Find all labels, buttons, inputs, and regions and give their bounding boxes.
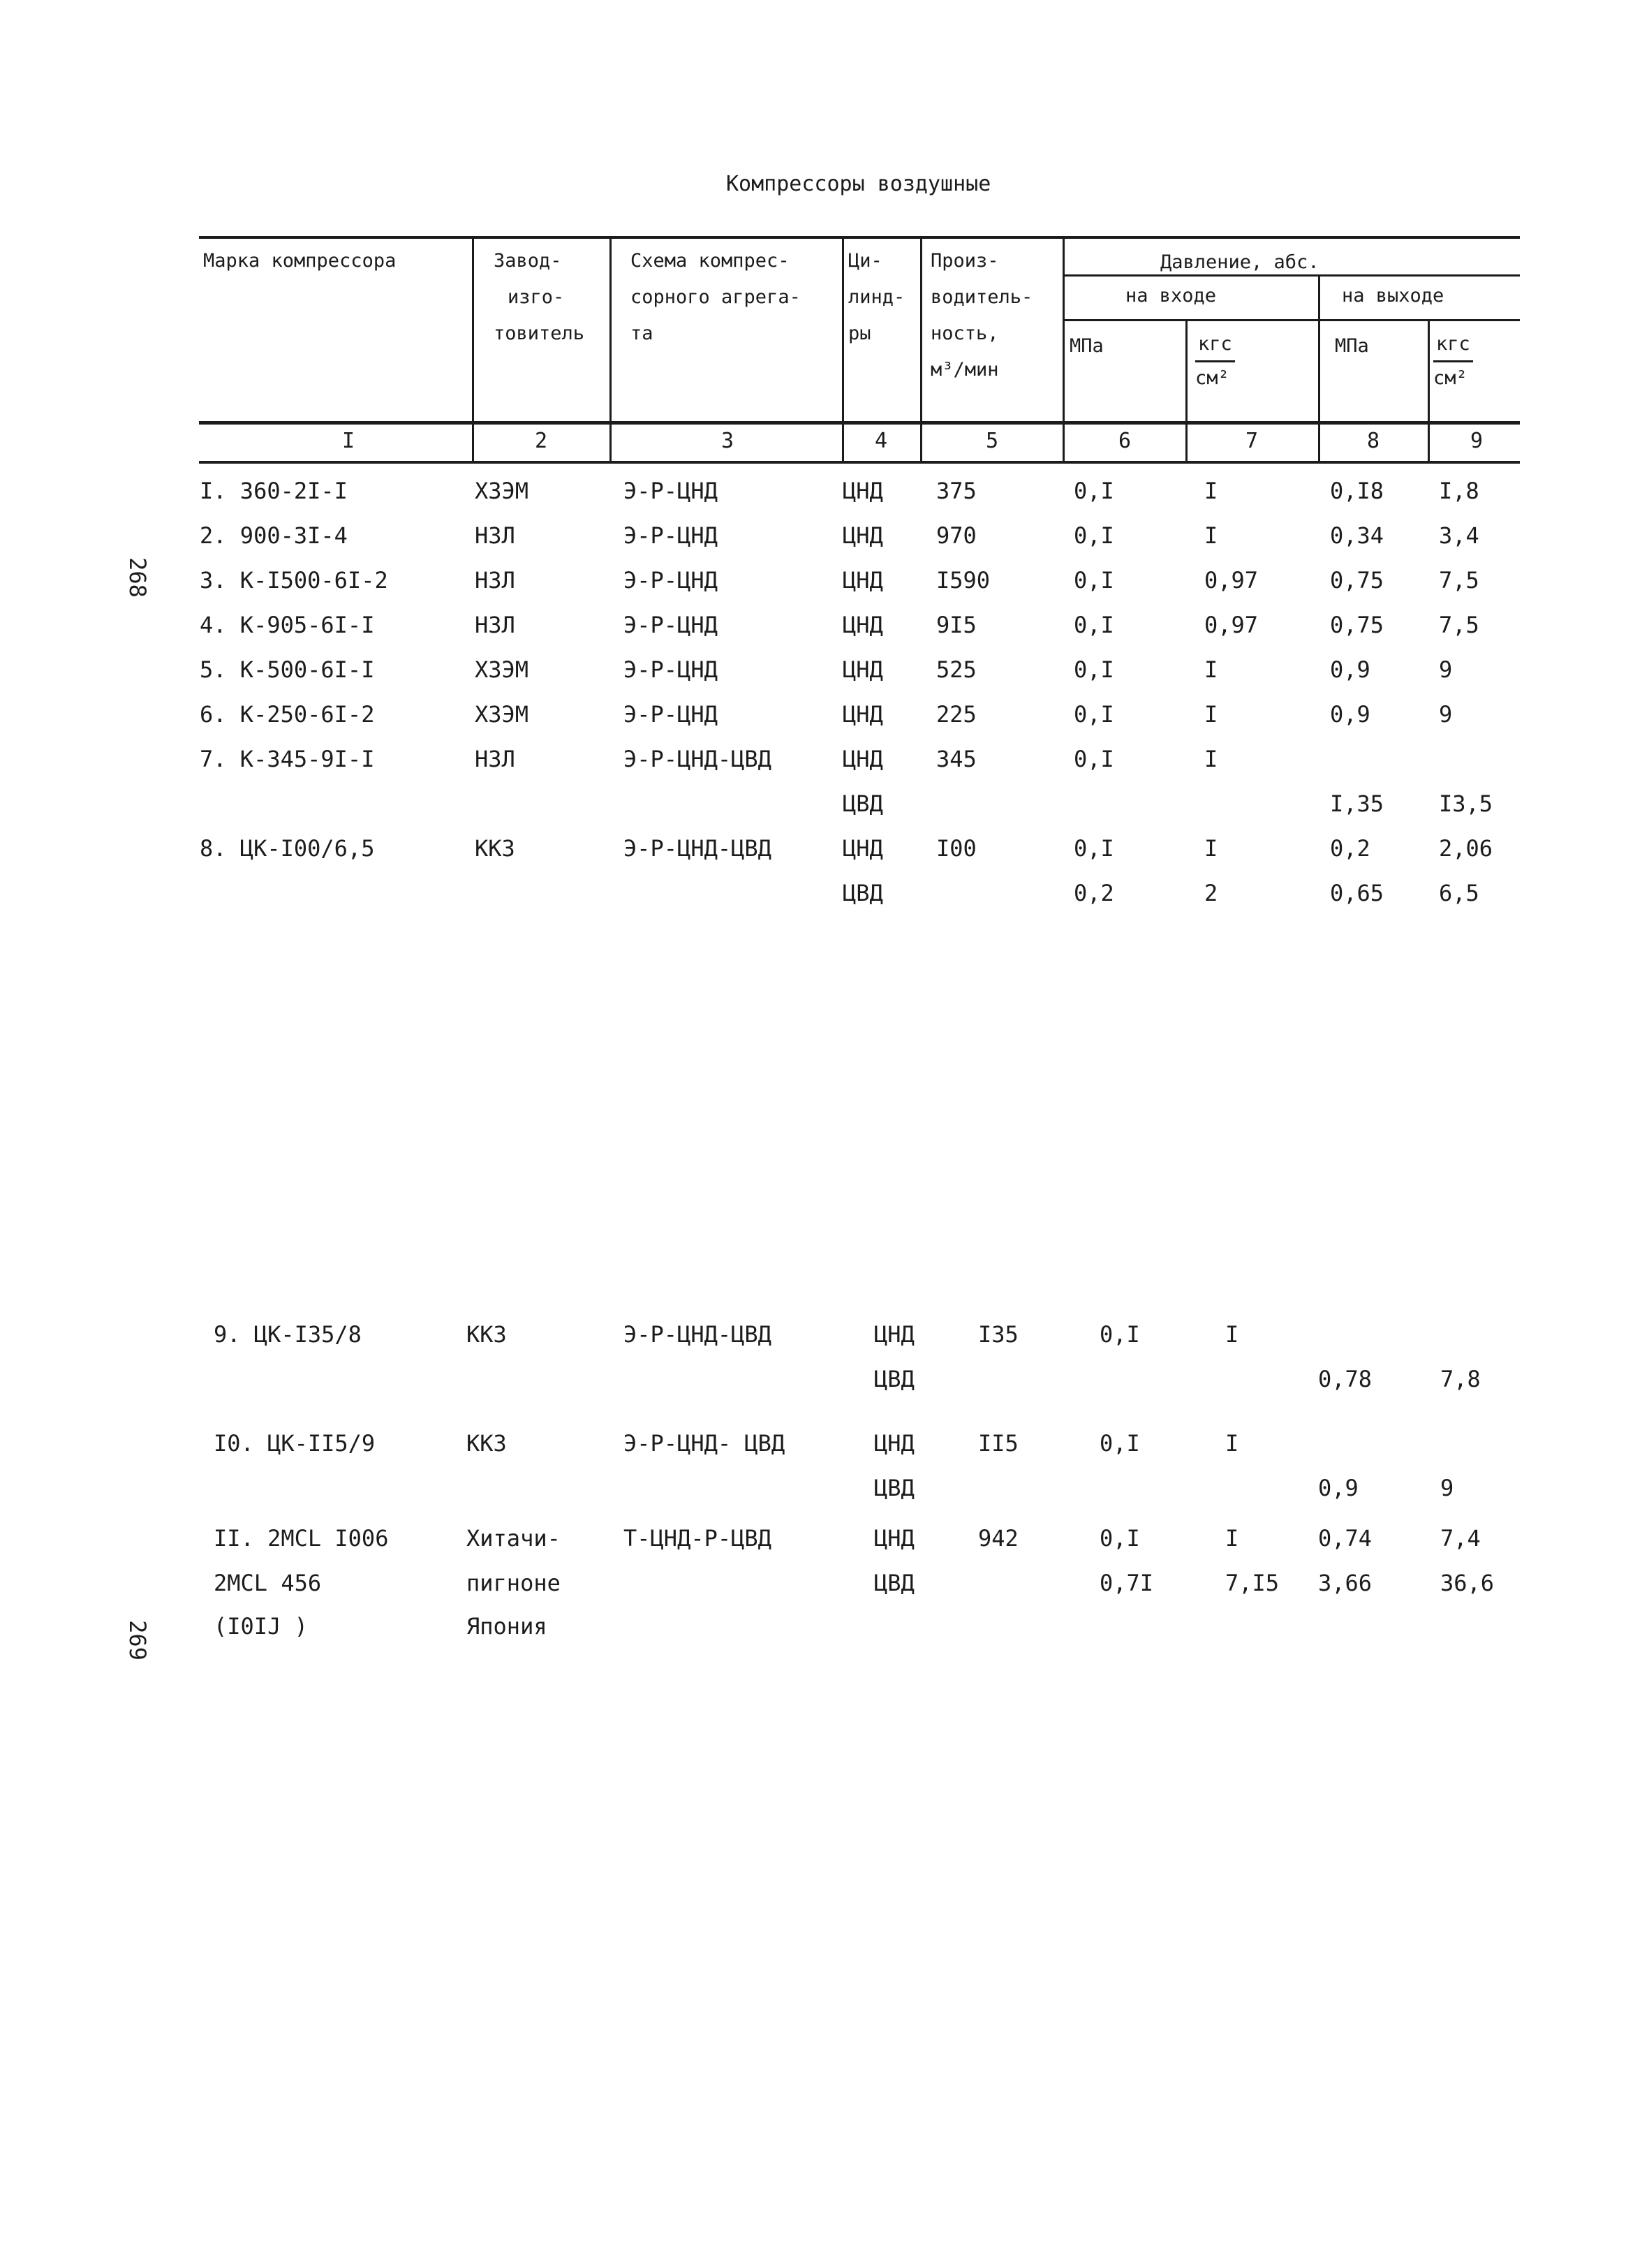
- table-cell: Э-Р-ЦНД: [623, 522, 718, 549]
- table-cell: Э-Р-ЦНД- ЦВД: [623, 1430, 785, 1457]
- table-cell: 2,06: [1439, 835, 1493, 862]
- table-cell: 3. К-I500-6I-2: [200, 567, 388, 594]
- page-number-upper: 268: [124, 557, 151, 598]
- table-cell: 4. К-905-6I-I: [200, 612, 375, 638]
- header-outlet-kgs: кгс см²: [1433, 328, 1473, 395]
- table-cell: 0,I: [1100, 1321, 1140, 1348]
- table-cell: ЦНД: [843, 746, 883, 772]
- table-cell: I,35: [1330, 790, 1384, 817]
- table-cell: 0,2: [1330, 835, 1370, 862]
- table-cell: ЦНД: [874, 1321, 915, 1348]
- table-cell: 36,6: [1440, 1570, 1495, 1596]
- table-cell: 0,I: [1074, 656, 1114, 683]
- table-cell: 7,4: [1440, 1525, 1481, 1552]
- table-cell: Т-ЦНД-Р-ЦВД: [623, 1525, 771, 1552]
- column-number: 5: [986, 429, 999, 453]
- table-cell: 0,I: [1074, 701, 1114, 728]
- table-cell: 9. ЦК-I35/8: [214, 1321, 362, 1348]
- table-cell: 0,9: [1330, 701, 1370, 728]
- page-number-lower: 269: [124, 1620, 151, 1660]
- table-cell: 7,I5: [1225, 1570, 1280, 1596]
- column-number: 9: [1470, 429, 1484, 453]
- column-number: 6: [1118, 429, 1132, 453]
- table-cell: ЦВД: [874, 1475, 915, 1501]
- table-cell: 7. К-345-9I-I: [200, 746, 375, 772]
- table-cell: 3,4: [1439, 522, 1479, 549]
- table-cell: 0,75: [1330, 612, 1384, 638]
- column-number: 4: [875, 429, 888, 453]
- table-cell: I: [1225, 1430, 1239, 1457]
- table-cell: Э-Р-ЦНД-ЦВД: [623, 835, 771, 862]
- table-cell: I: [1204, 835, 1218, 862]
- table-cell: 375: [936, 478, 977, 504]
- table-cell: 3,66: [1318, 1570, 1373, 1596]
- table-cell: 0,97: [1204, 567, 1259, 594]
- table-cell: 0,I: [1100, 1525, 1140, 1552]
- table-cell: 2. 900-3I-4: [200, 522, 348, 549]
- table-cell: I590: [936, 567, 991, 594]
- table-cell: I. 360-2I-I: [200, 478, 348, 504]
- table-cell: 7,5: [1439, 567, 1479, 594]
- table-cell: ЦНД: [843, 656, 883, 683]
- table-cell: I: [1225, 1525, 1239, 1552]
- header-inlet-mpa: МПа: [1070, 335, 1104, 357]
- table-cell: ЦНД: [843, 478, 883, 504]
- table-cell: ХЗЭМ: [475, 701, 529, 728]
- table-cell: ЦНД: [843, 701, 883, 728]
- table-cell: Хитачи-: [466, 1525, 561, 1552]
- table-cell: Э-Р-ЦНД: [623, 656, 718, 683]
- table-cell: 942: [978, 1525, 1019, 1552]
- table-cell: ЦВД: [874, 1366, 915, 1392]
- table-cell: 0,75: [1330, 567, 1384, 594]
- table-cell: пигноне: [466, 1570, 561, 1596]
- table-cell: 0,I: [1074, 522, 1114, 549]
- table-cell: Э-Р-ЦНД: [623, 612, 718, 638]
- table-cell: ХЗЭМ: [475, 478, 529, 504]
- header-cylinders: Ци- линд- ры: [848, 250, 905, 344]
- column-number: 3: [721, 429, 734, 453]
- table-cell: Э-Р-ЦНД: [623, 701, 718, 728]
- table-cell: Э-Р-ЦНД-ЦВД: [623, 746, 771, 772]
- table-cell: 0,I: [1074, 567, 1114, 594]
- table-cell: I: [1225, 1321, 1239, 1348]
- table-cell: 525: [936, 656, 977, 683]
- table-cell: 225: [936, 701, 977, 728]
- header-scheme: Схема компрес- сорного агрега- та: [630, 250, 801, 344]
- table-cell: I35: [978, 1321, 1019, 1348]
- table-cell: 0,9: [1330, 656, 1370, 683]
- table-cell: II5: [978, 1430, 1019, 1457]
- header-pressure: Давление, абс.: [1160, 251, 1319, 273]
- column-number: 2: [535, 429, 548, 453]
- table-cell: 2: [1204, 880, 1218, 906]
- table-cell: ЦНД: [874, 1525, 915, 1552]
- table-cell: НЗЛ: [475, 522, 515, 549]
- table-cell: ЦВД: [843, 880, 883, 906]
- table-cell: 0,97: [1204, 612, 1259, 638]
- table-cell: 6. К-250-6I-2: [200, 701, 375, 728]
- table-cell: 345: [936, 746, 977, 772]
- table-cell: 8. ЦК-I00/6,5: [200, 835, 375, 862]
- table-cell: 0,74: [1318, 1525, 1373, 1552]
- table-cell: Э-Р-ЦНД-ЦВД: [623, 1321, 771, 1348]
- table-cell: 0,I: [1074, 746, 1114, 772]
- table-cell: НЗЛ: [475, 612, 515, 638]
- table-cell: ЦНД: [843, 835, 883, 862]
- column-number: I: [342, 429, 355, 453]
- table-cell: Э-Р-ЦНД: [623, 567, 718, 594]
- table-cell: ЦНД: [843, 612, 883, 638]
- table-cell: ЦВД: [874, 1570, 915, 1596]
- table-cell: I: [1204, 701, 1218, 728]
- table-cell: ЦНД: [874, 1430, 915, 1457]
- column-number: 7: [1245, 429, 1259, 453]
- table-cell: 970: [936, 522, 977, 549]
- table-cell: I3,5: [1439, 790, 1493, 817]
- table-cell: НЗЛ: [475, 567, 515, 594]
- table-cell: I,8: [1439, 478, 1479, 504]
- table-cell: 0,I: [1074, 612, 1114, 638]
- table-cell: ККЗ: [475, 835, 515, 862]
- page-title: Компрессоры воздушные: [726, 172, 991, 196]
- table-cell: Э-Р-ЦНД: [623, 478, 718, 504]
- header-inlet: на входе: [1125, 285, 1217, 307]
- table-cell: ККЗ: [466, 1430, 507, 1457]
- table-cell: 0,9: [1318, 1475, 1359, 1501]
- table-cell: Япония: [466, 1613, 547, 1640]
- column-number: 8: [1367, 429, 1380, 453]
- table-cell: ЦНД: [843, 522, 883, 549]
- header-brand: Марка компрессора: [203, 250, 397, 272]
- table-cell: 9: [1440, 1475, 1454, 1501]
- table-cell: I: [1204, 478, 1218, 504]
- header-outlet: на выходе: [1342, 285, 1444, 307]
- table-cell: НЗЛ: [475, 746, 515, 772]
- header-manufacturer: Завод- изго- товитель: [494, 250, 585, 344]
- header-outlet-mpa: МПа: [1335, 335, 1369, 357]
- table-cell: 0,I: [1074, 478, 1114, 504]
- table-cell: I: [1204, 656, 1218, 683]
- table-cell: 7,5: [1439, 612, 1479, 638]
- table-cell: I: [1204, 746, 1218, 772]
- table-cell: 0,78: [1318, 1366, 1373, 1392]
- table-cell: 6,5: [1439, 880, 1479, 906]
- table-cell: 0,34: [1330, 522, 1384, 549]
- table-cell: ККЗ: [466, 1321, 507, 1348]
- table-cell: 0,I8: [1330, 478, 1384, 504]
- table-cell: ЦВД: [843, 790, 883, 817]
- table-cell: (I0IJ ): [214, 1613, 308, 1640]
- table-cell: 5. К-500-6I-I: [200, 656, 375, 683]
- table-cell: 0,65: [1330, 880, 1384, 906]
- table-cell: ЦНД: [843, 567, 883, 594]
- table-cell: 9I5: [936, 612, 977, 638]
- table-cell: 2МСL 456: [214, 1570, 322, 1596]
- header-capacity: Произ- водитель- ность, м³/мин: [931, 250, 1033, 381]
- table-cell: I0. ЦК-II5/9: [214, 1430, 376, 1457]
- table-cell: I: [1204, 522, 1218, 549]
- header-inlet-kgs: кгс см²: [1195, 328, 1235, 395]
- table-cell: 9: [1439, 701, 1453, 728]
- table-cell: I00: [936, 835, 977, 862]
- table-cell: 0,2: [1074, 880, 1114, 906]
- table-cell: 0,7I: [1100, 1570, 1154, 1596]
- table-cell: 9: [1439, 656, 1453, 683]
- table-cell: 0,I: [1100, 1430, 1140, 1457]
- table-cell: 0,I: [1074, 835, 1114, 862]
- table-cell: II. 2МСL I006: [214, 1525, 389, 1552]
- table-cell: ХЗЭМ: [475, 656, 529, 683]
- table-cell: 7,8: [1440, 1366, 1481, 1392]
